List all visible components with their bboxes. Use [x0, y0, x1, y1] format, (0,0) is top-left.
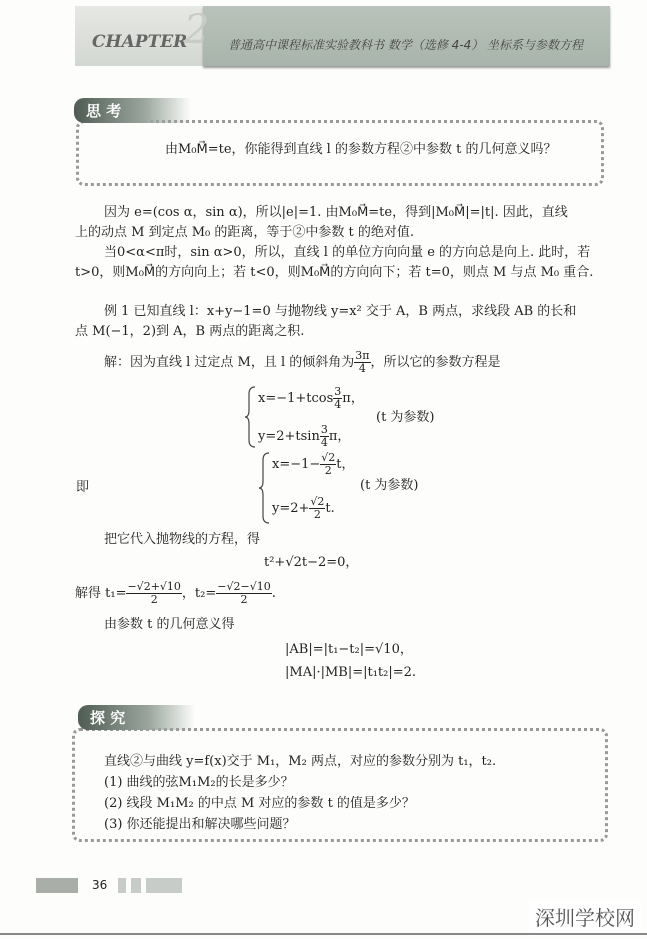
footer-band-left — [36, 878, 78, 893]
footer-band-block — [146, 878, 182, 893]
meaning-text: 由参数 t 的几何意义得 — [104, 617, 235, 632]
param-note-1: (t 为参数) — [376, 410, 435, 425]
substitute-text: 把它代入抛物线的方程，得 — [104, 532, 261, 547]
distance-product: |MA|·|MB|=|t₁t₂|=2. — [285, 665, 417, 680]
example-line2: 点 M(−1，2)到 A，B 两点的距离之积. — [75, 324, 305, 339]
watermark: 深圳学校网 — [529, 900, 641, 933]
think-question: 由M₀M⃗=te，你能得到直线 l 的参数方程②中参数 t 的几何意义吗？ — [165, 142, 557, 157]
para2-line2: t>0，则M₀M⃗的方向向上；若 t<0，则M₀M⃗的方向向下；若 t=0，则点 M 与点 M₀ 重合. — [75, 265, 594, 280]
explore-q1: (1) 曲线的弦M₁M₂的长是多少？ — [104, 775, 294, 790]
para2-line1: 当0<α<π时，sin α>0，所以，直线 l 的单位方向向量 e 的方向总是向上. 此时，若 — [104, 245, 591, 260]
ab-length: |AB|=|t₁−t₂|=√10， — [285, 642, 413, 657]
footer-band-block — [131, 878, 141, 893]
system2-x: x=−1− $\frac{√2}{2}$ t， — [272, 451, 355, 477]
ji-label: 即 — [76, 480, 90, 495]
chapter-number: 2 — [184, 7, 210, 53]
system2-y: y=2+ $\frac{√2}{2}$ t. — [272, 495, 335, 521]
explore-q3: (3) 你还能提出和解决哪些问题？ — [104, 817, 296, 832]
bottom-rule — [0, 933, 647, 935]
para1-line1: 因为 e=(cos α，sin α)，所以|e|=1. 由M₀M⃗=te，得到|M₀M⃗|=|t|. 因此，直线 — [104, 205, 568, 220]
system1-y: y=2+tsin $\frac{3}{4}$ π， — [258, 423, 351, 449]
para1-line2: 上的动点 M 到定点 M₀ 的距离，等于②中参数 t 的绝对值. — [75, 225, 414, 240]
example-line1: 例 1 已知直线 l：x+y−1=0 与抛物线 y=x² 交于 A，B 两点，求线段 AB 的长和 — [104, 304, 577, 319]
page-number: 36 — [92, 878, 108, 892]
system1-x: x=−1+tcos $\frac{3}{4}$ π， — [258, 385, 364, 411]
brace-icon — [258, 452, 270, 524]
brace-icon — [244, 386, 256, 448]
footer-band-block — [118, 878, 126, 893]
explore-intro: 直线②与曲线 y=f(x)交于 M₁，M₂ 两点，对应的参数分别为 t₁，t₂. — [104, 754, 497, 769]
chapter-label: CHAPTER — [92, 32, 188, 52]
think-label: 思 考 — [74, 98, 191, 123]
explore-label: 探 究 — [78, 705, 195, 730]
quadratic-equation: t²+√2t−2=0， — [264, 555, 359, 570]
roots-line: 解得 t₁= $\frac{-√2+√10}{2}$ ，t₂= $\frac{-√2-√10}{2}$ . — [75, 580, 276, 606]
param-note-2: (t 为参数) — [360, 478, 419, 493]
book-title: 普通高中课程标准实验教科书 数学（选修 4-4） 坐标系与参数方程 — [228, 38, 584, 52]
explore-q2: (2) 线段 M₁M₂ 的中点 M 对应的参数 t 的值是多少？ — [104, 796, 415, 811]
solution-intro: 解：因为直线 l 过定点 M，且 l 的倾斜角为 $\frac{3\pi}{4}$ ，所以它的参数方程是 — [104, 349, 501, 375]
